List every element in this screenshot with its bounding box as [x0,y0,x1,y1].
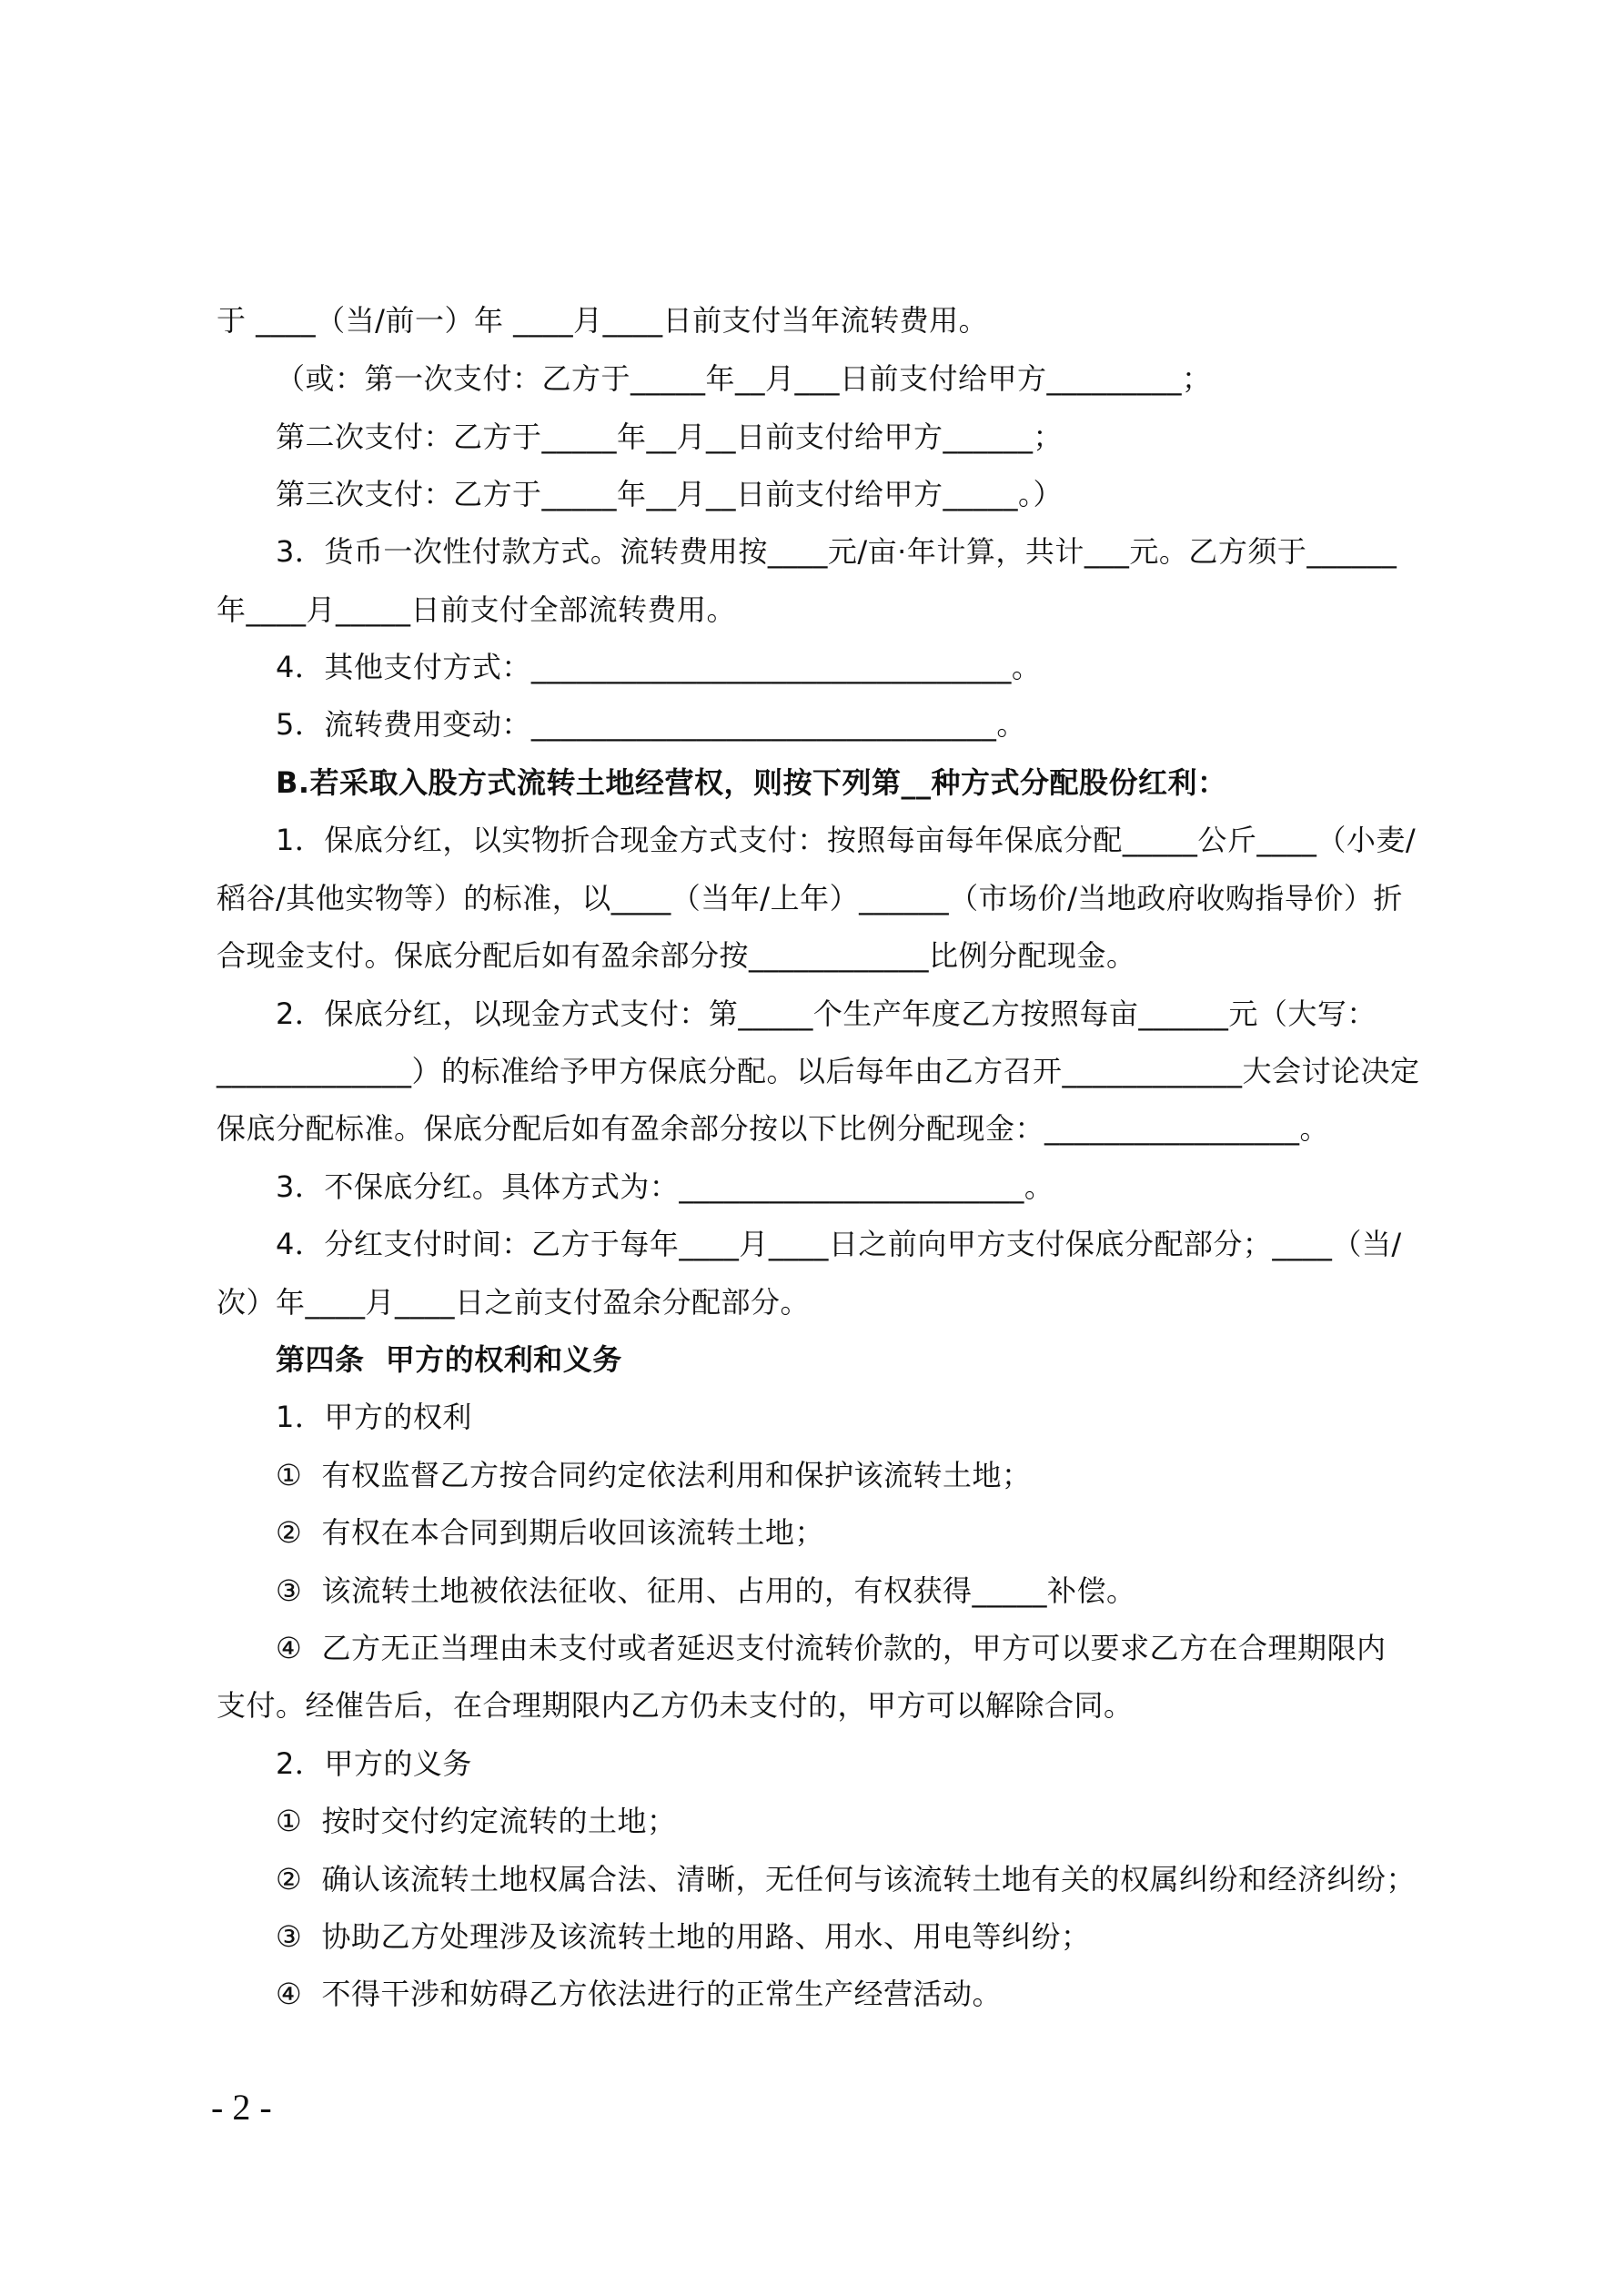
text-line: 1．甲方的权利 [276,1400,472,1434]
text-line: 4．其他支付方式：________________________________。 [276,650,1042,684]
text-line: _____________）的标准给予甲方保底分配。以后每年由乙方召开____________大会讨论决定 [217,1054,1420,1088]
section-heading: B.若采取入股方式流转土地经营权，则按下列第__种方式分配股份红利： [276,765,1227,800]
list-item: ② 有权在本合同到期后收回该流转土地； [276,1515,825,1550]
text-line: 于 ____（当/前一）年 ____月____日前支付当年流转费用。 [217,303,989,338]
text-line: （或：第一次支付：乙方于_____年__月___日前支付给甲方_________； [276,361,1212,396]
text-line: 支付。经催告后，在合理期限内乙方仍未支付的，甲方可以解除合同。 [217,1688,1134,1723]
article-heading: 第四条 甲方的权利和义务 [276,1342,622,1377]
list-item: ④ 乙方无正当理由未支付或者延迟支付流转价款的，甲方可以要求乙方在合理期限内 [276,1631,1387,1665]
text-line: 第三次支付：乙方于_____年__月__日前支付给甲方_____。） [276,477,1064,511]
list-item: ③ 该流转土地被依法征收、征用、占用的，有权获得_____补偿。 [276,1573,1136,1608]
text-line: 1．保底分红，以实物折合现金方式支付：按照每亩每年保底分配_____公斤____（小麦/ [276,823,1417,857]
list-item: ④ 不得干涉和妨碍乙方依法进行的正常生产经营活动。 [276,1977,1003,2011]
list-item: ③ 协助乙方处理涉及该流转土地的用路、用水、用电等纠纷； [276,1919,1091,1954]
text-line: 2．甲方的义务 [276,1746,472,1781]
text-line: 5．流转费用变动：_______________________________。 [276,707,1026,742]
text-line: 保底分配标准。保底分配后如有盈余部分按以下比例分配现金：_________________。 [217,1111,1330,1146]
page-number: - 2 - [211,2087,272,2128]
text-line: 次）年____月____日之前支付盈余分配部分。 [217,1285,811,1320]
text-line: 稻谷/其他实物等）的标准，以____（当年/上年）______（市场价/当地政府收购指导价）折 [217,881,1403,915]
text-line: 3．货币一次性付款方式。流转费用按____元/亩·年计算，共计___元。乙方须于______ [276,534,1397,569]
list-item: ② 确认该流转土地权属合法、清晰，无任何与该流转土地有关的权属纠纷和经济纠纷； [276,1862,1417,1896]
list-item: ① 有权监督乙方按合同约定依法利用和保护该流转土地； [276,1458,1032,1492]
list-item: ① 按时交付约定流转的土地； [276,1804,677,1838]
text-line: 4．分红支付时间：乙方于每年____月____日之前向甲方支付保底分配部分；____（当/ [276,1227,1402,1261]
text-line: 第二次支付：乙方于_____年__月__日前支付给甲方______； [276,420,1064,454]
text-line: 合现金支付。保底分配后如有盈余部分按____________比例分配现金。 [217,938,1136,973]
text-line: 2．保底分红，以现金方式支付：第_____个生产年度乙方按照每亩______元（大写： [276,996,1377,1031]
text-line: 3．不保底分红。具体方式为：_______________________。 [276,1169,1054,1204]
text-line: 年____月_____日前支付全部流转费用。 [217,592,737,627]
